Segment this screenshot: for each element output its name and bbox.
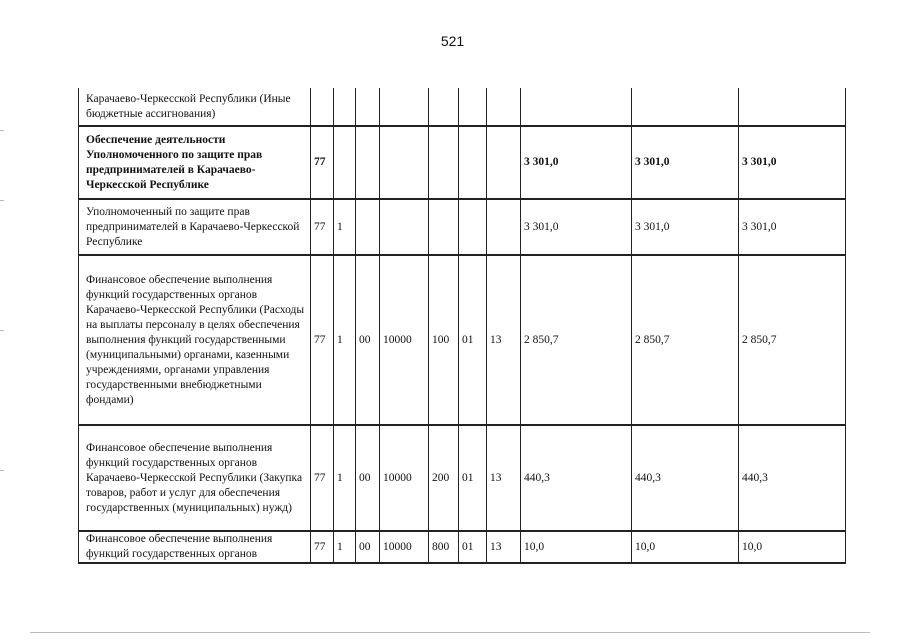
section-code-cell: 01 bbox=[459, 255, 487, 425]
amount-year1-cell bbox=[521, 88, 632, 126]
section-code-cell: 01 bbox=[459, 425, 487, 531]
amount-year3-cell: 440,3 bbox=[739, 425, 846, 531]
table-row bbox=[79, 126, 846, 199]
expense-type-code-cell bbox=[429, 199, 459, 255]
amount-year1-cell: 440,3 bbox=[521, 425, 632, 531]
subsection-code-cell: 13 bbox=[487, 255, 521, 425]
table-row bbox=[79, 199, 846, 255]
amount-year2-cell: 2 850,7 bbox=[632, 255, 739, 425]
amount-year2-cell: 3 301,0 bbox=[632, 199, 739, 255]
row-name-cell: Обеспечение деятельности Уполномоченного по защите прав предпринимателей в Карачаево-Черкесской Республике bbox=[79, 126, 311, 199]
subprogram-code-cell bbox=[334, 126, 356, 199]
scan-margin-line bbox=[0, 130, 4, 131]
row-name-cell: Уполномоченный по защите прав предпринимателей в Карачаево-Черкесской Республике bbox=[79, 199, 311, 255]
subsection-code-cell: 13 bbox=[487, 425, 521, 531]
amount-year2-cell: 440,3 bbox=[632, 425, 739, 531]
section-code-cell bbox=[459, 126, 487, 199]
subsection-code-cell bbox=[487, 126, 521, 199]
amount-year2-cell: 3 301,0 bbox=[632, 126, 739, 199]
amount-year2-cell: 10,0 bbox=[632, 531, 739, 563]
table-row bbox=[79, 88, 846, 126]
direction-code-cell bbox=[380, 126, 429, 199]
row-name-cell: Финансовое обеспечение выполнения функций государственных органов Карачаево-Черкесской Республики (Расходы на выплаты персоналу в целях обеспечения выполнения функций государственными (муниципальными) органами, казенными учреждениями, органами управления государственными внебюджетными фондами) bbox=[79, 255, 311, 425]
scan-bottom-line bbox=[30, 632, 870, 633]
amount-year3-cell: 3 301,0 bbox=[739, 126, 846, 199]
amount-year1-cell: 3 301,0 bbox=[521, 199, 632, 255]
subsection-code-cell bbox=[487, 88, 521, 126]
program-code-cell: 77 bbox=[311, 199, 334, 255]
amount-year1-cell: 10,0 bbox=[521, 531, 632, 563]
table-row bbox=[79, 255, 846, 425]
expense-type-code-cell bbox=[429, 126, 459, 199]
direction-code-cell: 10000 bbox=[380, 425, 429, 531]
expense-type-code-cell bbox=[429, 88, 459, 126]
measure-code-cell bbox=[356, 126, 380, 199]
subprogram-code-cell: 1 bbox=[334, 255, 356, 425]
subsection-code-cell bbox=[487, 199, 521, 255]
row-name-cell: Карачаево-Черкесской Республики (Иные бюджетные ассигнования) bbox=[79, 88, 311, 126]
subsection-code-cell: 13 bbox=[487, 531, 521, 563]
direction-code-cell: 10000 bbox=[380, 255, 429, 425]
amount-year3-cell: 10,0 bbox=[739, 531, 846, 563]
scan-margin-line bbox=[0, 200, 4, 201]
expense-type-code-cell: 800 bbox=[429, 531, 459, 563]
direction-code-cell bbox=[380, 199, 429, 255]
subprogram-code-cell bbox=[334, 88, 356, 126]
amount-year3-cell: 3 301,0 bbox=[739, 199, 846, 255]
section-code-cell bbox=[459, 88, 487, 126]
budget-table bbox=[78, 88, 846, 564]
row-name-cell: Финансовое обеспечение выполнения функций государственных органов bbox=[79, 531, 311, 563]
expense-type-code-cell: 100 bbox=[429, 255, 459, 425]
table-row bbox=[79, 425, 846, 531]
program-code-cell: 77 bbox=[311, 255, 334, 425]
section-code-cell: 01 bbox=[459, 531, 487, 563]
expense-type-code-cell: 200 bbox=[429, 425, 459, 531]
program-code-cell bbox=[311, 88, 334, 126]
subprogram-code-cell: 1 bbox=[334, 425, 356, 531]
program-code-cell: 77 bbox=[311, 531, 334, 563]
measure-code-cell: 00 bbox=[356, 531, 380, 563]
amount-year2-cell bbox=[632, 88, 739, 126]
page-number: 521 bbox=[440, 33, 465, 49]
program-code-cell: 77 bbox=[311, 126, 334, 199]
amount-year3-cell: 2 850,7 bbox=[739, 255, 846, 425]
row-name-cell: Финансовое обеспечение выполнения функций государственных органов Карачаево-Черкесской Республики (Закупка товаров, работ и услуг для обеспечения государственных (муниципальных) нужд) bbox=[79, 425, 311, 531]
amount-year1-cell: 2 850,7 bbox=[521, 255, 632, 425]
section-code-cell bbox=[459, 199, 487, 255]
subprogram-code-cell: 1 bbox=[334, 199, 356, 255]
scan-margin-line bbox=[0, 330, 4, 331]
measure-code-cell: 00 bbox=[356, 255, 380, 425]
scan-margin-line bbox=[0, 470, 4, 471]
measure-code-cell bbox=[356, 88, 380, 126]
measure-code-cell bbox=[356, 199, 380, 255]
subprogram-code-cell: 1 bbox=[334, 531, 356, 563]
program-code-cell: 77 bbox=[311, 425, 334, 531]
direction-code-cell: 10000 bbox=[380, 531, 429, 563]
table-row bbox=[79, 531, 846, 563]
measure-code-cell: 00 bbox=[356, 425, 380, 531]
direction-code-cell bbox=[380, 88, 429, 126]
amount-year1-cell: 3 301,0 bbox=[521, 126, 632, 199]
amount-year3-cell bbox=[739, 88, 846, 126]
